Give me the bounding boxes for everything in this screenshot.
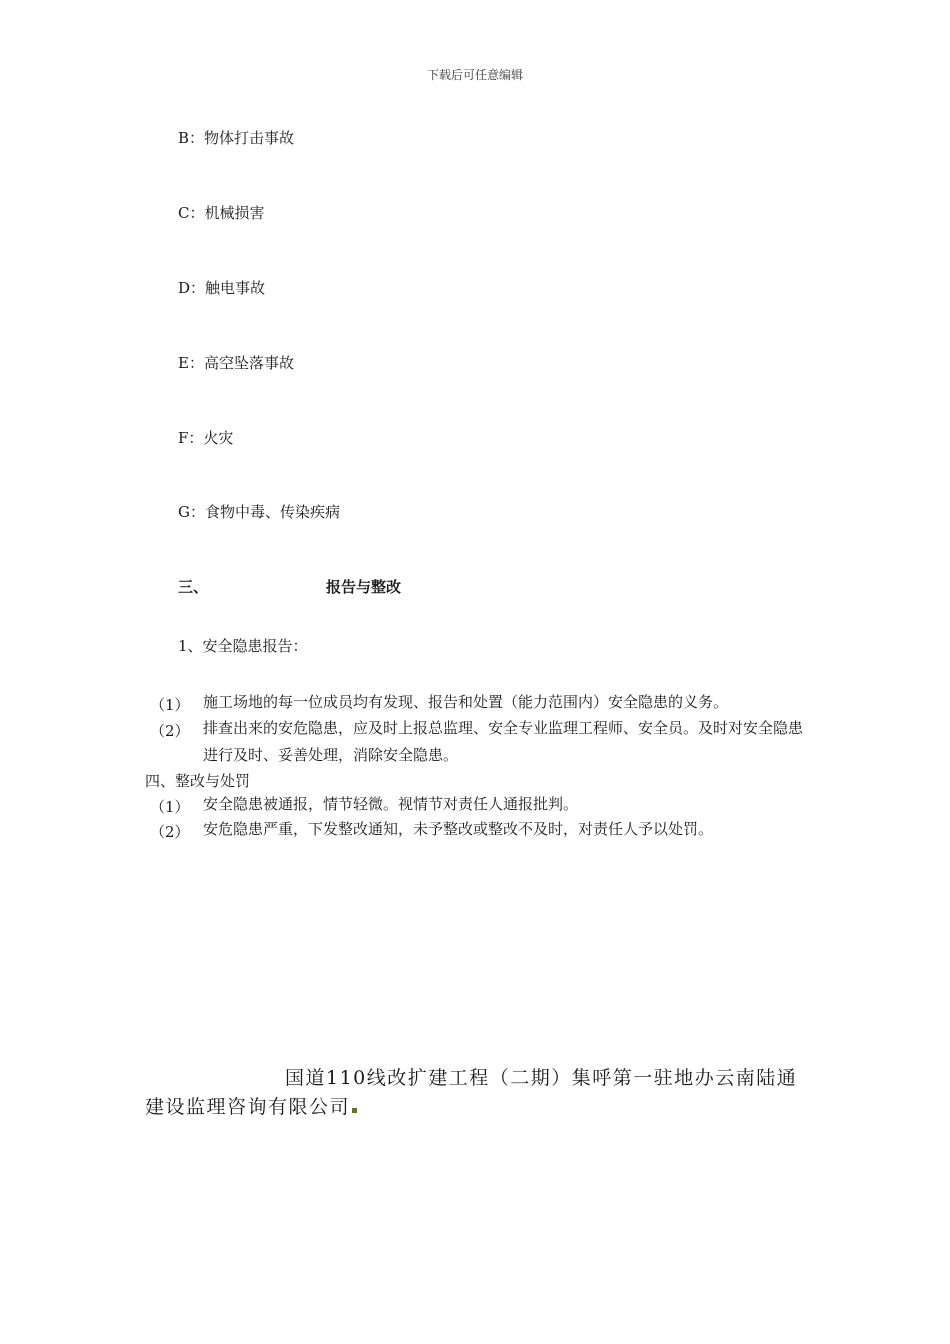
paragraph-text: 施工场地的每一位成员均有发现、报告和处置（能力范围内）安全隐患的义务。 bbox=[203, 693, 729, 711]
option-c: C：机械损害 bbox=[178, 204, 265, 222]
option-d: D：触电事故 bbox=[178, 279, 266, 297]
footer-company bbox=[145, 1064, 810, 1122]
end-mark-icon bbox=[352, 1108, 357, 1113]
footer-text: 国道110线改扩建工程（二期）集呼第一驻地办云南陆通建设监理咨询有限公司 bbox=[145, 1067, 798, 1118]
option-e: E：高空坠落事故 bbox=[178, 354, 294, 372]
section3-subheading: 1、安全隐患报告： bbox=[178, 637, 308, 655]
paragraph-number: （1） bbox=[150, 696, 190, 714]
option-b: B：物体打击事故 bbox=[178, 129, 295, 147]
paragraph-text: 排查出来的安危隐患，应及时上报总监理、安全专业监理工程师、安全员。及时对安全隐患进行及时、妥善处理，消除安全隐患。 bbox=[203, 719, 804, 764]
paragraph-text: 安全隐患被通报，情节轻微。视情节对责任人通报批判。 bbox=[203, 795, 579, 813]
option-f: F：火灾 bbox=[178, 429, 234, 447]
paragraph-number: （2） bbox=[150, 722, 190, 740]
option-g: G：食物中毒、传染疾病 bbox=[178, 503, 340, 521]
paragraph-number: （2） bbox=[150, 823, 190, 841]
paragraph-number: （1） bbox=[150, 798, 190, 816]
section4-heading: 四、整改与处罚 bbox=[145, 772, 251, 790]
paragraph-text: 安危隐患严重，下发整改通知，未予整改或整改不及时，对责任人予以处罚。 bbox=[203, 820, 714, 838]
section3-number: 三、 bbox=[178, 578, 209, 596]
section3-title: 报告与整改 bbox=[326, 578, 402, 596]
header-note: 下载后可任意编辑 bbox=[426, 68, 523, 82]
